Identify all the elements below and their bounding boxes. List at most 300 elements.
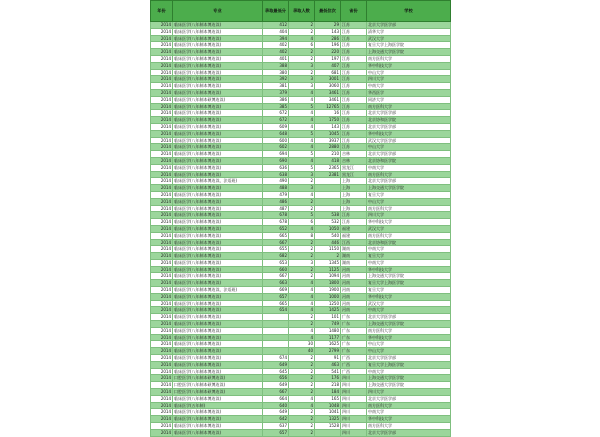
cell-year: 2014 <box>151 89 173 96</box>
table-row <box>151 327 451 334</box>
cell-major: 临床医学(八年制本博连读) <box>173 110 263 117</box>
cell-score: 380 <box>263 69 289 76</box>
cell-year: 2014 <box>151 314 173 321</box>
cell-major: 临床医学(八年制本博连读) <box>173 205 263 212</box>
cell-major: 临床医学(八年制本博连读) <box>173 423 263 430</box>
cell-score: 412 <box>263 22 289 29</box>
cell-year: 2014 <box>151 212 173 219</box>
cell-rank: 91 <box>315 355 341 362</box>
cell-major: 临床医学(八年制本博连读) <box>173 293 263 300</box>
cell-count: 4 <box>289 191 315 198</box>
cell-year: 2014 <box>151 409 173 416</box>
cell-province: 江苏 <box>341 89 367 96</box>
cell-year: 2014 <box>151 327 173 334</box>
cell-score: 637 <box>263 423 289 430</box>
cell-school: 北京大学医学部 <box>367 355 451 362</box>
cell-school: 北京协和医学院 <box>367 117 451 124</box>
table-row <box>151 144 451 151</box>
header-row <box>151 1 451 22</box>
cell-province: 广东 <box>341 341 367 348</box>
table-row <box>151 178 451 185</box>
cell-count: 4 <box>289 96 315 103</box>
cell-rank: 541 <box>315 368 341 375</box>
cell-school: 复旦大学上海医学院 <box>367 280 451 287</box>
table-row <box>151 348 451 355</box>
cell-school: 北京大学医学部 <box>367 22 451 29</box>
cell-major: 临床医学(八年制本博连读) <box>173 341 263 348</box>
cell-year: 2014 <box>151 62 173 69</box>
cell-count: 4 <box>289 307 315 314</box>
table-row <box>151 212 451 219</box>
cell-count: 2 <box>289 205 315 212</box>
cell-count: 2 <box>289 273 315 280</box>
table-row <box>151 219 451 226</box>
cell-school: 北京大学医学部 <box>367 110 451 117</box>
cell-school: 华中科技大学 <box>367 293 451 300</box>
cell-major: 临床医学(八年制本博连读) <box>173 280 263 287</box>
table-row <box>151 355 451 362</box>
cell-province: 江苏 <box>341 62 367 69</box>
cell-school: 中山大学 <box>367 144 451 151</box>
cell-count: 4 <box>289 144 315 151</box>
cell-major: 临床医学(八年制本博连读) <box>173 28 263 35</box>
cell-school: 清华大学 <box>367 28 451 35</box>
table-row <box>151 76 451 83</box>
cell-year: 2014 <box>151 76 173 83</box>
cell-major: 临床医学(八年制本博连读) <box>173 123 263 130</box>
cell-count: 3 <box>289 62 315 69</box>
cell-score <box>263 334 289 341</box>
header-major: 专业 <box>173 1 263 22</box>
cell-school: 上海交通大学医学院 <box>367 321 451 328</box>
cell-count: 2 <box>289 409 315 416</box>
cell-year: 2014 <box>151 42 173 49</box>
table-row <box>151 314 451 321</box>
cell-major: 临床医学(八年制本博连读) <box>173 55 263 62</box>
cell-province: 江苏 <box>341 110 367 117</box>
cell-province: 江苏 <box>341 130 367 137</box>
cell-province: 江苏 <box>341 123 367 130</box>
table-row <box>151 293 451 300</box>
cell-major: 临床医学(八年制本博连读) <box>173 368 263 375</box>
cell-province: 湖南 <box>341 253 367 260</box>
cell-province: 江苏 <box>341 76 367 83</box>
cell-major: 临床医学(八年制本博连读) <box>173 409 263 416</box>
cell-count: 2 <box>289 55 315 62</box>
cell-rank: 1425 <box>315 307 341 314</box>
cell-score: 657 <box>263 293 289 300</box>
cell-school: 北京大学医学部 <box>367 314 451 321</box>
cell-school: 中南大学 <box>367 83 451 90</box>
cell-province: 江苏 <box>341 28 367 35</box>
cell-major: 临床医学(八年制本博连读) <box>173 42 263 49</box>
header-count: 录取人数 <box>289 1 315 22</box>
cell-province: 江苏 <box>341 83 367 90</box>
cell-school: 同济大学 <box>367 96 451 103</box>
cell-school: 复旦大学 <box>367 253 451 260</box>
cell-province: 广东 <box>341 314 367 321</box>
cell-score: 401 <box>263 55 289 62</box>
cell-school: 武汉大学 <box>367 300 451 307</box>
cell-rank: 2365 <box>315 164 341 171</box>
cell-year: 2014 <box>151 178 173 185</box>
cell-count: 4 <box>289 287 315 294</box>
cell-rank: 3461 <box>315 96 341 103</box>
cell-major: 临床医学(八年制本博连读) <box>173 239 263 246</box>
cell-province: 江苏 <box>341 69 367 76</box>
cell-count: 2 <box>289 368 315 375</box>
table-row <box>151 382 451 389</box>
cell-score: 645 <box>263 368 289 375</box>
cell-count: 2 <box>289 22 315 29</box>
cell-score: 479 <box>263 191 289 198</box>
cell-score: 694 <box>263 151 289 158</box>
cell-score: 649 <box>263 409 289 416</box>
cell-school: 中南大学 <box>367 259 451 266</box>
cell-school: 中山大学 <box>367 341 451 348</box>
cell-province: 江苏 <box>341 42 367 49</box>
cell-year: 2014 <box>151 361 173 368</box>
cell-rank: 286 <box>315 35 341 42</box>
cell-count: 3 <box>289 83 315 90</box>
cell-school: 华中科技大学 <box>367 219 451 226</box>
cell-province: 江苏 <box>341 103 367 110</box>
cell-school: 武汉大学 <box>367 35 451 42</box>
cell-score: 394 <box>263 35 289 42</box>
table-row <box>151 110 451 117</box>
cell-rank: 1750 <box>315 117 341 124</box>
cell-major: 临床医学(八年制本博连读) <box>173 164 263 171</box>
cell-province: 河南 <box>341 307 367 314</box>
cell-score: 600 <box>263 137 289 144</box>
cell-major: 临床医学(八年制本博连读) <box>173 348 263 355</box>
cell-province: 江苏 <box>341 137 367 144</box>
cell-rank: 1045 <box>315 130 341 137</box>
cell-count: 2 <box>289 28 315 35</box>
cell-school: 上海交通大学医学院 <box>367 382 451 389</box>
cell-rank <box>315 429 341 436</box>
cell-count: 2 <box>289 69 315 76</box>
cell-year: 2014 <box>151 130 173 137</box>
spreadsheet <box>150 0 450 435</box>
table-row <box>151 253 451 260</box>
table-row <box>151 130 451 137</box>
cell-rank: 1250 <box>315 300 341 307</box>
cell-rank: 2799 <box>315 348 341 355</box>
cell-rank: 1900 <box>315 287 341 294</box>
cell-major: 临床医学(八年制本博连读) <box>173 416 263 423</box>
cell-province: 河南 <box>341 280 367 287</box>
cell-score: 649 <box>263 382 289 389</box>
cell-score: 381 <box>263 83 289 90</box>
cell-major: 临床医学(八年制本博连读) <box>173 157 263 164</box>
cell-count: 2 <box>289 253 315 260</box>
cell-school: 复旦大学上海医学院 <box>367 42 451 49</box>
cell-score: 609 <box>263 123 289 130</box>
cell-school: 北京大学医学部 <box>367 429 451 436</box>
cell-rank: 2381 <box>315 171 341 178</box>
cell-province: 四川 <box>341 382 367 389</box>
table-row <box>151 307 451 314</box>
cell-province: 吉林 <box>341 157 367 164</box>
cell-province: 江苏 <box>341 144 367 151</box>
cell-rank: 1325 <box>315 416 341 423</box>
cell-count: 4 <box>289 280 315 287</box>
table-row <box>151 341 451 348</box>
cell-school: 华西医学 <box>367 89 451 96</box>
cell-province: 四川 <box>341 375 367 382</box>
cell-major: 口腔医学(八年制本硕博连读) <box>173 375 263 382</box>
cell-year: 2014 <box>151 144 173 151</box>
cell-year: 2014 <box>151 22 173 29</box>
cell-school: 中南大学 <box>367 409 451 416</box>
table-row <box>151 389 451 396</box>
cell-rank: 29 <box>315 22 341 29</box>
cell-count: 4 <box>289 334 315 341</box>
cell-rank: 218 <box>315 382 341 389</box>
cell-major: 临床医学(八年制本博连读) <box>173 300 263 307</box>
cell-year: 2014 <box>151 49 173 56</box>
cell-rank <box>315 205 341 212</box>
cell-school: 南方医科大学 <box>367 55 451 62</box>
cell-year: 2014 <box>151 28 173 35</box>
cell-year: 2014 <box>151 429 173 436</box>
cell-province: 江苏 <box>341 49 367 56</box>
header-score: 录取最低分 <box>263 1 289 22</box>
cell-school: 南方医科大学 <box>367 232 451 239</box>
cell-year: 2014 <box>151 341 173 348</box>
cell-rank: 538 <box>315 212 341 219</box>
cell-school: 上海交通大学医学院 <box>367 185 451 192</box>
cell-school: 中山大学 <box>367 198 451 205</box>
cell-score: 379 <box>263 89 289 96</box>
cell-major: 临床医学(八年制本博连读) <box>173 246 263 253</box>
cell-year: 2014 <box>151 219 173 226</box>
table-row <box>151 395 451 402</box>
cell-count: 2 <box>289 239 315 246</box>
header-year: 年份 <box>151 1 173 22</box>
cell-year: 2014 <box>151 83 173 90</box>
cell-school: 四川大学 <box>367 389 451 396</box>
cell-score: 388 <box>263 62 289 69</box>
cell-year: 2014 <box>151 171 173 178</box>
cell-year: 2014 <box>151 402 173 409</box>
cell-count: 6 <box>289 219 315 226</box>
cell-count: 2 <box>289 198 315 205</box>
cell-count: 3 <box>289 76 315 83</box>
table-row <box>151 96 451 103</box>
cell-year: 2014 <box>151 389 173 396</box>
table-row <box>151 123 451 130</box>
table-row <box>151 103 451 110</box>
cell-major: 临床医学(八年制本博连读) <box>173 130 263 137</box>
cell-year: 2014 <box>151 239 173 246</box>
cell-rank: 1150 <box>315 246 341 253</box>
cell-count: 4 <box>289 89 315 96</box>
cell-school: 北京大学医学部 <box>367 151 451 158</box>
cell-score <box>263 348 289 355</box>
cell-major: 临床医学(八年制本博连读) <box>173 429 263 436</box>
cell-year: 2014 <box>151 205 173 212</box>
cell-school: 中南大学 <box>367 307 451 314</box>
table-row <box>151 198 451 205</box>
cell-major: 临床医学(八年制本博连读) <box>173 103 263 110</box>
cell-school: 北京大学医学部 <box>367 123 451 130</box>
cell-year: 2014 <box>151 123 173 130</box>
cell-province: 四川 <box>341 402 367 409</box>
cell-count: 2 <box>289 246 315 253</box>
cell-school: 中山大学 <box>367 348 451 355</box>
cell-count: 4 <box>289 293 315 300</box>
cell-year: 2014 <box>151 35 173 42</box>
cell-rank: 220 <box>315 49 341 56</box>
cell-year: 2014 <box>151 348 173 355</box>
cell-score: 682 <box>263 253 289 260</box>
cell-count: 2 <box>289 49 315 56</box>
cell-year: 2014 <box>151 110 173 117</box>
cell-rank: 143 <box>315 123 341 130</box>
cell-province: 四川 <box>341 416 367 423</box>
cell-major: 临床医学(八年制本博连读) <box>173 395 263 402</box>
cell-major: 临床医学(五年制) <box>173 402 263 409</box>
cell-score: 672 <box>263 110 289 117</box>
cell-school: 北京大学医学部 <box>367 395 451 402</box>
table-body <box>151 22 451 437</box>
cell-rank: 196 <box>315 42 341 49</box>
table-row <box>151 368 451 375</box>
cell-count: 2 <box>289 321 315 328</box>
cell-major: 临床医学(八年制本博连读) <box>173 273 263 280</box>
cell-year: 2014 <box>151 151 173 158</box>
cell-major: 临床医学(八年制本博连读) <box>173 212 263 219</box>
cell-count: 2 <box>289 416 315 423</box>
cell-rank: 16 <box>315 110 341 117</box>
cell-school: 中南大学 <box>367 368 451 375</box>
cell-major: 临床医学(八年制本博连读) <box>173 198 263 205</box>
table-row <box>151 157 451 164</box>
table-row <box>151 409 451 416</box>
cell-year: 2014 <box>151 355 173 362</box>
cell-count: 30 <box>289 341 315 348</box>
cell-rank: 197 <box>315 55 341 62</box>
cell-major: 临床医学(八年制本博连读) <box>173 191 263 198</box>
cell-count: 3 <box>289 259 315 266</box>
table-row <box>151 232 451 239</box>
cell-school: 南方医科大学 <box>367 103 451 110</box>
cell-school: 华中科技大学 <box>367 334 451 341</box>
table-row <box>151 22 451 29</box>
table-row <box>151 361 451 368</box>
cell-school: 北京协和医学院 <box>367 239 451 246</box>
cell-score: 392 <box>263 76 289 83</box>
cell-rank: 1177 <box>315 334 341 341</box>
cell-province: 四川 <box>341 429 367 436</box>
cell-year: 2014 <box>151 69 173 76</box>
cell-province: 江苏 <box>341 35 367 42</box>
cell-province: 广东 <box>341 327 367 334</box>
table-row <box>151 69 451 76</box>
cell-score: 487 <box>263 205 289 212</box>
cell-rank: 1000 <box>315 293 341 300</box>
cell-year: 2014 <box>151 334 173 341</box>
cell-province: 福建 <box>341 232 367 239</box>
cell-score <box>263 314 289 321</box>
cell-score: 402 <box>263 49 289 56</box>
cell-score: 663 <box>263 280 289 287</box>
cell-rank: 3060 <box>315 83 341 90</box>
table-row <box>151 280 451 287</box>
cell-school: 上海交通大学医学院 <box>367 273 451 280</box>
table-row <box>151 429 451 436</box>
cell-school: 复旦大学 <box>367 191 451 198</box>
cell-school: 中南大学 <box>367 246 451 253</box>
cell-major: 临床医学(八年制本博连读) <box>173 361 263 368</box>
table-row <box>151 151 451 158</box>
table-row <box>151 28 451 35</box>
cell-province: 江苏 <box>341 22 367 29</box>
header-province: 省份 <box>341 1 367 22</box>
cell-year: 2014 <box>151 232 173 239</box>
cell-count: 4 <box>289 157 315 164</box>
table-row <box>151 402 451 409</box>
cell-year: 2014 <box>151 307 173 314</box>
cell-year: 2014 <box>151 225 173 232</box>
cell-year: 2014 <box>151 423 173 430</box>
table-row <box>151 334 451 341</box>
cell-school: 华中科技大学 <box>367 416 451 423</box>
cell-score: 664 <box>263 395 289 402</box>
cell-rank: 1345 <box>315 259 341 266</box>
cell-rank: 12765 <box>315 103 341 110</box>
table-row <box>151 300 451 307</box>
table-row <box>151 55 451 62</box>
table-row <box>151 205 451 212</box>
cell-rank <box>315 191 341 198</box>
table-row <box>151 89 451 96</box>
cell-major: 临床医学(八年制本博连读) <box>173 314 263 321</box>
cell-province: 上海 <box>341 178 367 185</box>
cell-score: 386 <box>263 96 289 103</box>
cell-major: 临床医学(八年制本硕博连读) <box>173 96 263 103</box>
cell-year: 2014 <box>151 293 173 300</box>
table-row <box>151 171 451 178</box>
cell-rank: 540 <box>315 232 341 239</box>
cell-province: 黑龙江 <box>341 171 367 178</box>
table-row <box>151 246 451 253</box>
cell-year: 2014 <box>151 191 173 198</box>
cell-province: 河南 <box>341 293 367 300</box>
table-row <box>151 191 451 198</box>
cell-school: 南方医科大学 <box>367 327 451 334</box>
cell-rank: 3001 <box>315 76 341 83</box>
cell-score: 667 <box>263 239 289 246</box>
cell-province: 河南 <box>341 266 367 273</box>
cell-school: 复旦大学上海医学院 <box>367 361 451 368</box>
cell-province: 吉林 <box>341 151 367 158</box>
cell-score: 404 <box>263 28 289 35</box>
cell-year: 2014 <box>151 280 173 287</box>
cell-major: 临床医学(八年制本博连读) <box>173 171 263 178</box>
cell-rank <box>315 178 341 185</box>
cell-school: 武汉大学医学部 <box>367 137 451 144</box>
cell-province: 江西 <box>341 239 367 246</box>
cell-rank: 1625 <box>315 341 341 348</box>
cell-rank: 407 <box>315 62 341 69</box>
cell-province: 湖南 <box>341 259 367 266</box>
cell-score: 652 <box>263 225 289 232</box>
cell-year: 2014 <box>151 157 173 164</box>
cell-major: 临床医学(八年制本博连读) <box>173 151 263 158</box>
